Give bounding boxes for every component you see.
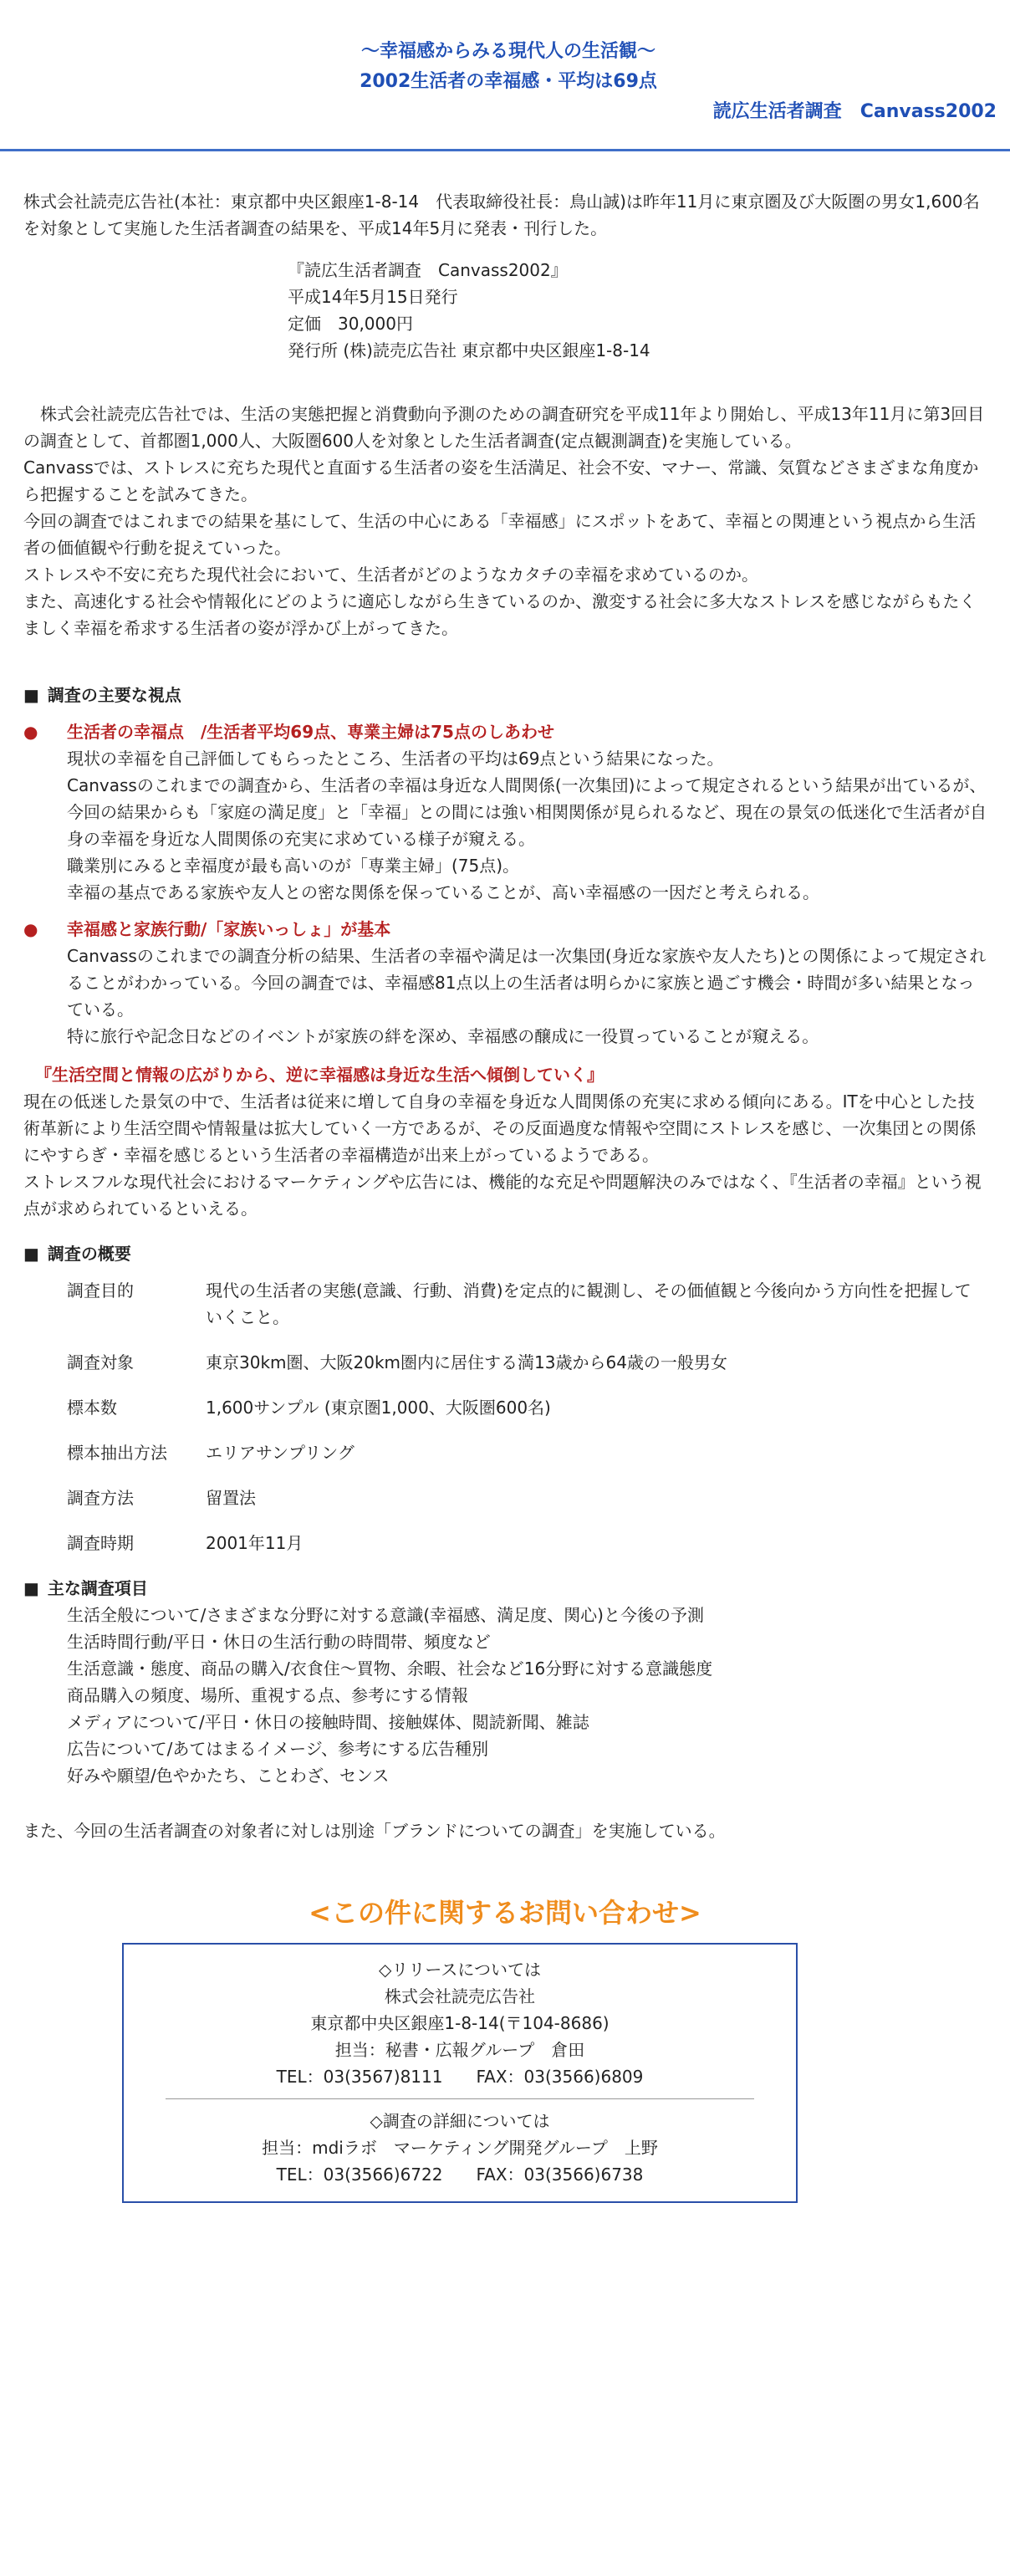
header-divider [0,149,1010,151]
survey-name: 読広生活者調査 Canvass2002 [712,101,997,122]
overview-row [67,1485,987,1511]
list-item: 生活意識・態度、商品の購入/衣食住〜買物、余暇、社会など16分野に対する意識態度 [67,1659,713,1679]
square-bullet-icon: ■ [23,685,39,705]
square-bullet-icon: ■ [23,1244,39,1264]
overview-key: 調査方法 [67,1488,134,1508]
background-line: Canvassでは、ストレスに充ちた現代と直面する生活者の姿を生活満足、社会不安、マナー、常識、気質などさまざまな角度から把握することを試みてきた。 [23,457,979,504]
section-title: 主な調査項目 [47,1578,148,1598]
bullet-heading-family [23,916,987,943]
bullet-line: 幸福の基点である家族や友人との密な関係を保っていることが、高い幸福感の一因だと考えられる。 [67,882,819,902]
contact-box [122,1943,798,2203]
bullet-body-family [67,943,987,1050]
section-heading-viewpoints [23,682,987,708]
publication-title: 『読広生活者調査 Canvass2002』 [288,260,568,280]
publication-price: 定価 30,000円 [288,314,413,334]
quote-line: 現在の低迷した景気の中で、生活者は従来に増して自身の幸福を身近な人間関係の充実に求める傾向にある。ITを中心とした技術革新により生活空間や情報量は拡大していく一方であるが、その反面過度な情報や空間にストレスを感じ、一次集団との関係にやすらぎ・幸福を感じるという生活者の幸福構造が出来上がっているようである。 [23,1091,977,1165]
overview-value: 現代の生活者の実態(意識、行動、消費)を定点的に観測し、その価値観と今後向かう方向性を把握していくこと。 [206,1280,972,1327]
overview-row [67,1349,987,1376]
section-heading-overview [23,1240,987,1267]
quote-line: ストレスフルな現代社会におけるマーケティングや広告には、機能的な充足や問題解決のみではなく、『生活者の幸福』という視点が求められているといえる。 [23,1172,982,1219]
overview-value: 1,600サンプル (東京圏1,000、大阪圏600名) [206,1398,551,1418]
survey-overview-table [67,1277,987,1556]
section-title: 調査の概要 [47,1244,131,1264]
background-line: 今回の調査ではこれまでの結果を基にして、生活の中心にある「幸福感」にスポットをあて、幸福との関連という視点から生活者の価値観や行動を捉えていった。 [23,511,977,558]
contact-line: 株式会社読売広告社 [385,1986,535,2006]
page-title: 2002生活者の幸福感・平均は69点 [360,71,657,92]
intro-paragraph: 株式会社読売広告社(本社：東京都中央区銀座1-8-14 代表取締役社長：鳥山誠)は昨年11月に東京圏及び大阪圏の男女1,600名を対象として実施した生活者調査の結果を、平成14年5月に発表・刊行した。 [23,192,980,238]
overview-row [67,1394,987,1421]
contact-divider [166,2098,754,2099]
overview-row [67,1277,987,1331]
overview-key: 標本抽出方法 [67,1443,167,1463]
publication-date: 平成14年5月15日発行 [288,287,458,307]
contact-line: TEL：03(3567)8111 FAX：03(3566)6809 [276,2067,644,2087]
overview-key: 調査目的 [67,1280,134,1301]
contact-line: ◇リリースについては [379,1960,541,1980]
overview-row [67,1439,987,1466]
publication-publisher: 発行所 (株)読売広告社 東京都中央区銀座1-8-14 [288,340,650,360]
overview-value: 留置法 [206,1488,256,1508]
quote-body [23,1088,987,1222]
bullet-line: Canvassのこれまでの調査分析の結果、生活者の幸福や満足は一次集団(身近な家族や友人たち)との関係によって規定されることがわかっている。今回の調査では、幸福感81点以上の生活者は明らかに家族と過ごす機会・時間が多い結果となっている。 [67,946,987,1020]
background-line: ストレスや不安に充ちた現代社会において、生活者がどのようなカタチの幸福を求めているのか。 [23,565,758,585]
list-item: 生活全般について/さまざまな分野に対する意識(幸福感、満足度、関心)と今後の予測 [67,1605,704,1625]
bullet-heading-happiness-score [23,718,987,745]
overview-value: 2001年11月 [206,1533,304,1553]
background-paragraph [23,401,987,641]
bullet-title: 幸福感と家族行動/「家族いっしょ」が基本 [67,919,391,939]
closing-note: また、今回の生活者調査の対象者に対しは別途「ブランドについての調査」を実施している。 [23,1821,726,1841]
background-line: 株式会社読売広告社では、生活の実態把握と消費動向予測のための調査研究を平成11年より開始し、平成13年11月に第3回目の調査として、首都圏1,000人、大阪圏600人を対象とした生活者調査(定点観測調査)を実施している。 [23,404,985,451]
list-item: 好みや願望/色やかたち、ことわざ、センス [67,1766,390,1786]
publication-info [288,257,987,364]
overview-key: 調査時期 [67,1533,134,1553]
section-title: 調査の主要な視点 [47,685,181,705]
contact-heading: <この件に関するお問い合わせ> [309,1897,701,1929]
red-dot-icon: ● [23,722,38,742]
contact-line: TEL：03(3566)6722 FAX：03(3566)6738 [276,2165,644,2185]
list-item: 広告について/あてはまるイメージ、参考にする広告種別 [67,1739,489,1759]
overview-value: エリアサンプリング [206,1443,355,1463]
bullet-line: Canvassのこれまでの調査から、生活者の幸福は身近な人間関係(一次集団)によって規定されるという結果が出ているが、今回の結果からも「家庭の満足度」と「幸福」との間には強い相関関係が見られるなど、現在の景気の低迷化で生活者が自身の幸福を身近な人間関係の充実に求めている様子が窺える。 [67,775,987,849]
contact-line: ◇調査の詳細については [370,2111,550,2131]
list-item: 生活時間行動/平日・休日の生活行動の時間帯、頻度など [67,1632,491,1652]
square-bullet-icon: ■ [23,1578,39,1598]
bullet-line: 現状の幸福を自己評価してもらったところ、生活者の平均は69点という結果になった。 [67,749,724,769]
bullet-body-happiness-score [67,745,987,906]
overview-row [67,1530,987,1556]
quote-heading: 『生活空間と情報の広がりから、逆に幸福感は身近な生活へ傾倒していく』 [35,1065,604,1085]
header-subtitle: 〜幸福感からみる現代人の生活観〜 [360,41,655,62]
bullet-line: 特に旅行や記念日などのイベントが家族の絆を深め、幸福感の醸成に一役買っていることが窺える。 [67,1026,819,1046]
section-heading-items [23,1575,987,1602]
contact-line: 担当：mdiラボ マーケティング開発グループ 上野 [262,2138,658,2158]
header [0,0,1010,127]
list-item: メディアについて/平日・休日の接触時間、接触媒体、閲読新聞、雑誌 [67,1712,589,1732]
contact-line: 東京都中央区銀座1-8-14(〒104-8686) [310,2013,610,2033]
overview-key: 標本数 [67,1398,117,1418]
red-dot-icon: ● [23,919,38,939]
survey-items-list [67,1602,987,1789]
list-item: 商品購入の頻度、場所、重視する点、参考にする情報 [67,1685,468,1705]
overview-value: 東京30km圏、大阪20km圏内に居住する満13歳から64歳の一般男女 [206,1352,727,1372]
overview-key: 調査対象 [67,1352,134,1372]
bullet-title: 生活者の幸福点 /生活者平均69点、専業主婦は75点のしあわせ [67,722,554,742]
main-content [0,188,1010,1844]
contact-line: 担当：秘書・広報グループ 倉田 [334,2040,585,2060]
background-line: また、高速化する社会や情報化にどのように適応しながら生きているのか、激変する社会に多大なストレスを感じながらもたくましく幸福を希求する生活者の姿が浮かび上がってきた。 [23,591,977,638]
bullet-line: 職業別にみると幸福度が最も高いのが「専業主婦」(75点)。 [67,856,520,876]
